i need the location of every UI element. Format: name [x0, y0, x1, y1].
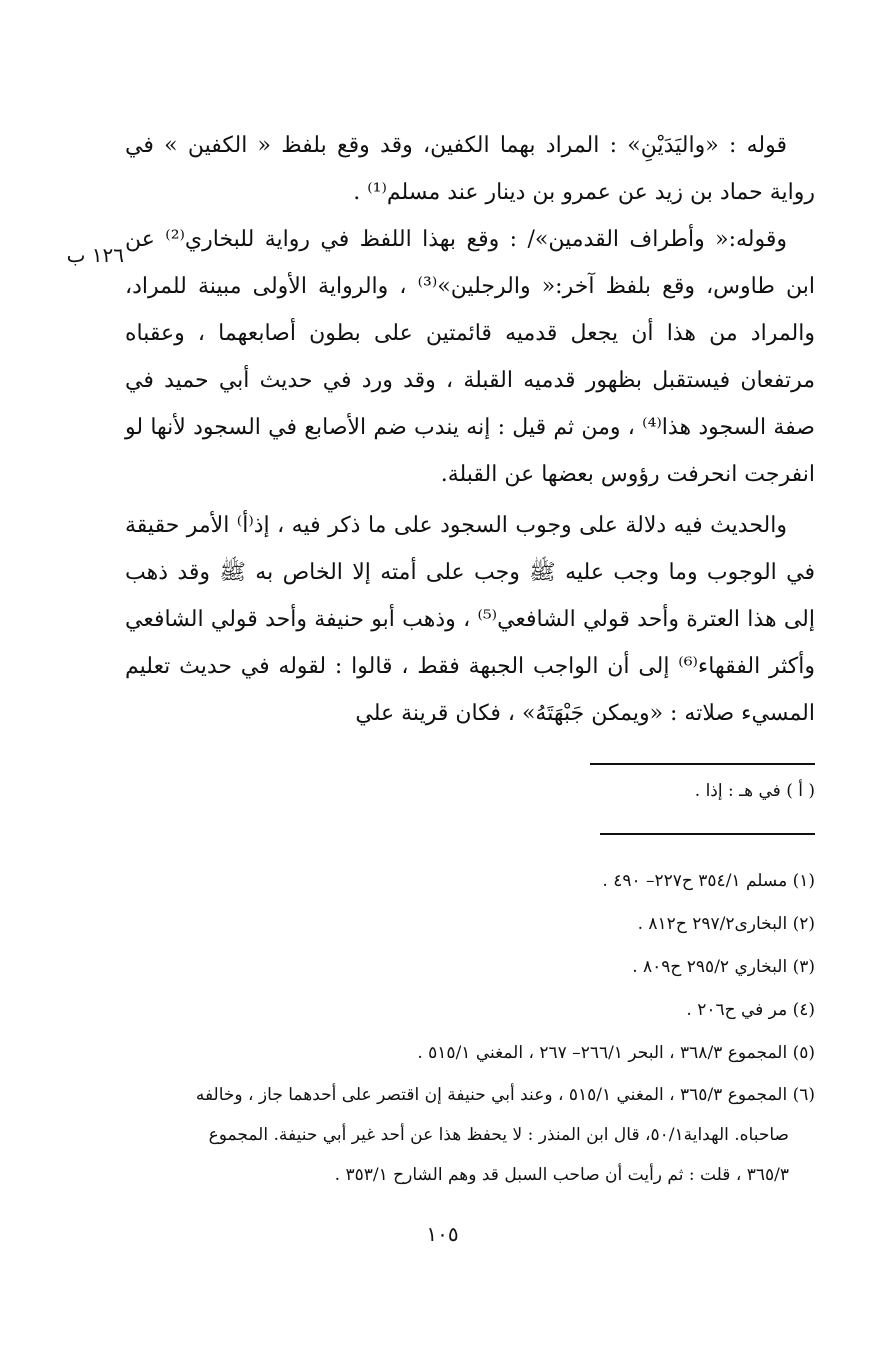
variant-note: ( أ ) في هـ : إذا .: [694, 781, 815, 801]
paragraph-2: وقوله:« وأطراف القدمين»/ : وقع بهذا اللفظ في رواية للبخاري⁽²⁾ عن ابن طاوس، وقع بلفظ آخر:« والرجلين»⁽³⁾ ، والرواية الأولى مبينة للمراد، والمراد من هذا أن يجعل قدميه قائمتين على بطون أصابعهما ، وعقباه مرتفعان فيستقبل بظهور قدميه القبلة ، وقد ورد في حديث أبي حميد في صفة السجود هذا⁽⁴⁾ ، ومن ثم قيل : إنه يندب ضم الأصابع في السجود لأنها لو انفرجت انحرفت رؤوس بعضها عن القبلة.: [125, 227, 815, 487]
footnote-6-line-3: ٣٦٥/٣ ، قلت : ثم رأيت أن صاحب السبل قد وهم الشارح ٣٥٣/١ .: [334, 1165, 789, 1185]
footnote-separator-middle: [600, 833, 815, 835]
footnote-separator-top: [590, 763, 815, 765]
footnote-6: [125, 1075, 815, 1195]
paragraph-1: قوله : «واليَدَيْنِ» : المراد بهما الكفين، وقد وقع بلفظ « الكفين » في رواية حماد بن زيد عن عمرو بن دينار عند مسلم⁽¹⁾ .: [125, 133, 815, 205]
page-number: ١٠٥: [426, 1222, 459, 1246]
footnote-2: (٢) البخارى٢٩٧/٢ ح٨١٢ .: [637, 914, 815, 934]
footnote-3: (٣) البخاري ٢٩٥/٢ ح٨٠٩ .: [632, 957, 815, 977]
footnote-6-line-1: (٦) المجموع ٣٦٥/٣ ، المغني ٥١٥/١ ، وعند أبي حنيفة إن اقتصر على أحدهما جاز ، وخالفه: [195, 1085, 815, 1105]
folio-margin-note: ١٢٦ ب: [66, 243, 124, 267]
paragraph-3: والحديث فيه دلالة على وجوب السجود على ما ذكر فيه ، إذ⁽أ⁾ الأمر حقيقة في الوجوب وما وجب عليه ﷺ وجب على أمته إلا الخاص به ﷺ وقد ذهب إلى هذا العترة وأحد قولي الشافعي⁽⁵⁾ ، وذهب أبو حنيفة وأحد قولي الشافعي وأكثر الفقهاء⁽⁶⁾ إلى أن الواجب الجبهة فقط ، قالوا : لقوله في حديث تعليم المسيء صلاته : «ويمكن جَبْهَتَهُ» ، فكان قرينة علي: [125, 513, 815, 726]
main-text: [125, 122, 815, 737]
footnotes: [125, 860, 815, 1195]
footnote-1: (١) مسلم ٣٥٤/١ ح٢٢٧– ٤٩٠ .: [602, 871, 815, 891]
footnote-6-line-2: صاحباه. الهداية٥٠/١، قال ابن المنذر : لا يحفظ هذا عن أحد غير أبي حنيفة. المجموع: [208, 1125, 789, 1145]
footnote-5: (٥) المجموع ٣٦٨/٣ ، البحر ٢٦٦/١– ٢٦٧ ، المغني ٥١٥/١ .: [417, 1043, 815, 1063]
footnote-4: (٤) مر في ح٢٠٦ .: [686, 1000, 815, 1020]
